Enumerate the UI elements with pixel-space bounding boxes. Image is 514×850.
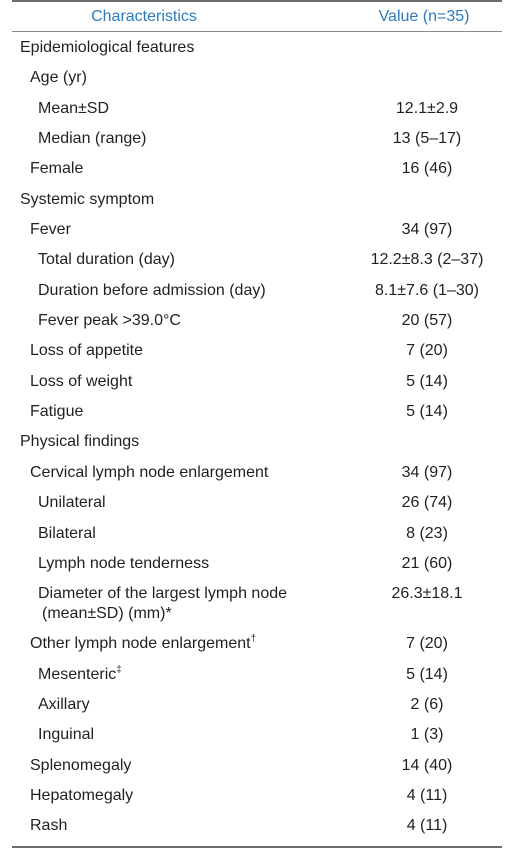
table-row [12,245,502,275]
header-value: Value (n=35) [378,7,470,25]
table-row [12,781,502,811]
table-row [12,579,502,629]
double-dagger-footnote-mark: ‡ [116,664,122,676]
row-value: 5 (14) [406,665,448,683]
row-value: 34 (97) [401,221,453,239]
table-row [12,811,502,841]
row-value: 14 (40) [401,756,453,774]
row-value: 4 (11) [406,786,448,804]
row-value: 13 (5–17) [392,130,462,148]
row-label: Epidemiological features [20,39,195,56]
row-value: 12.1±2.9 [395,99,459,117]
row-label [12,584,352,624]
row-value: 16 (46) [401,160,453,178]
row-value: 21 (60) [401,554,453,572]
row-value: 1 (3) [410,726,444,744]
row-label: Splenomegaly [30,756,132,774]
table-header [12,0,502,32]
table-row [12,549,502,579]
table-row [12,660,502,690]
row-label-line2: (mean±SD) (mm)* [42,605,172,623]
table-row [12,33,502,63]
row-value: 34 (97) [401,463,453,481]
row-label: Median (range) [38,130,147,148]
table-row [12,751,502,781]
row-label: Fever peak >39.0°C [38,312,181,330]
row-label: Rash [30,817,68,835]
row-label [12,629,352,659]
row-label: Inguinal [38,726,95,744]
row-value: 2 (6) [410,695,444,713]
table-row [12,629,502,659]
table-row [12,458,502,488]
row-value: 26 (74) [401,494,453,512]
table-row [12,215,502,245]
row-value: 7 (20) [406,635,448,653]
table-row [12,488,502,518]
table-row [12,336,502,366]
row-label-line1: Diameter of the largest lymph node [38,585,288,603]
row-value: 12.2±8.3 (2–37) [370,251,484,269]
row-value: 5 (14) [406,403,448,421]
dagger-footnote-mark: † [250,633,257,645]
row-value: 5 (14) [406,372,448,390]
row-label: Physical findings [20,433,140,451]
row-label: Duration before admission (day) [38,281,266,299]
row-label: Fatigue [30,403,84,421]
table-row [12,63,502,93]
table-row [12,690,502,720]
table-row [12,276,502,306]
row-label [12,660,352,690]
row-label: Systemic symptom [20,190,155,208]
row-label: Mean±SD [38,99,110,117]
table-row [12,154,502,184]
table-row [12,94,502,124]
header-characteristics: Characteristics [91,7,197,25]
table-row [12,427,502,457]
row-label: Age (yr) [30,69,87,87]
row-label: Fever [30,221,71,239]
table-row [12,306,502,336]
row-value: 7 (20) [406,342,448,360]
row-label: Female [30,160,84,178]
row-label: Loss of appetite [30,342,143,360]
row-value: 20 (57) [401,312,453,330]
row-value: 8.1±7.6 (1–30) [375,281,479,299]
table-row [12,124,502,154]
table-row [12,397,502,427]
row-label: Axillary [38,695,90,713]
table-row [12,185,502,215]
table-row [12,367,502,397]
row-label: Unilateral [38,494,106,512]
row-value: 4 (11) [406,817,448,835]
table-row [12,720,502,750]
table-body [12,32,502,842]
table-row [12,519,502,549]
table-bottom-rule [12,846,502,848]
row-label: Cervical lymph node enlargement [30,463,269,481]
row-label: Bilateral [38,524,96,542]
row-value: 8 (23) [406,524,448,542]
row-label: Hepatomegaly [30,786,134,804]
row-label: Loss of weight [30,372,133,390]
row-value: 26.3±18.1 [391,585,463,603]
row-label: Total duration (day) [38,251,175,269]
row-label: Lymph node tenderness [38,554,210,572]
row-label-text: Mesenteric [38,665,117,683]
row-label-text: Other lymph node enlargement [30,635,251,653]
